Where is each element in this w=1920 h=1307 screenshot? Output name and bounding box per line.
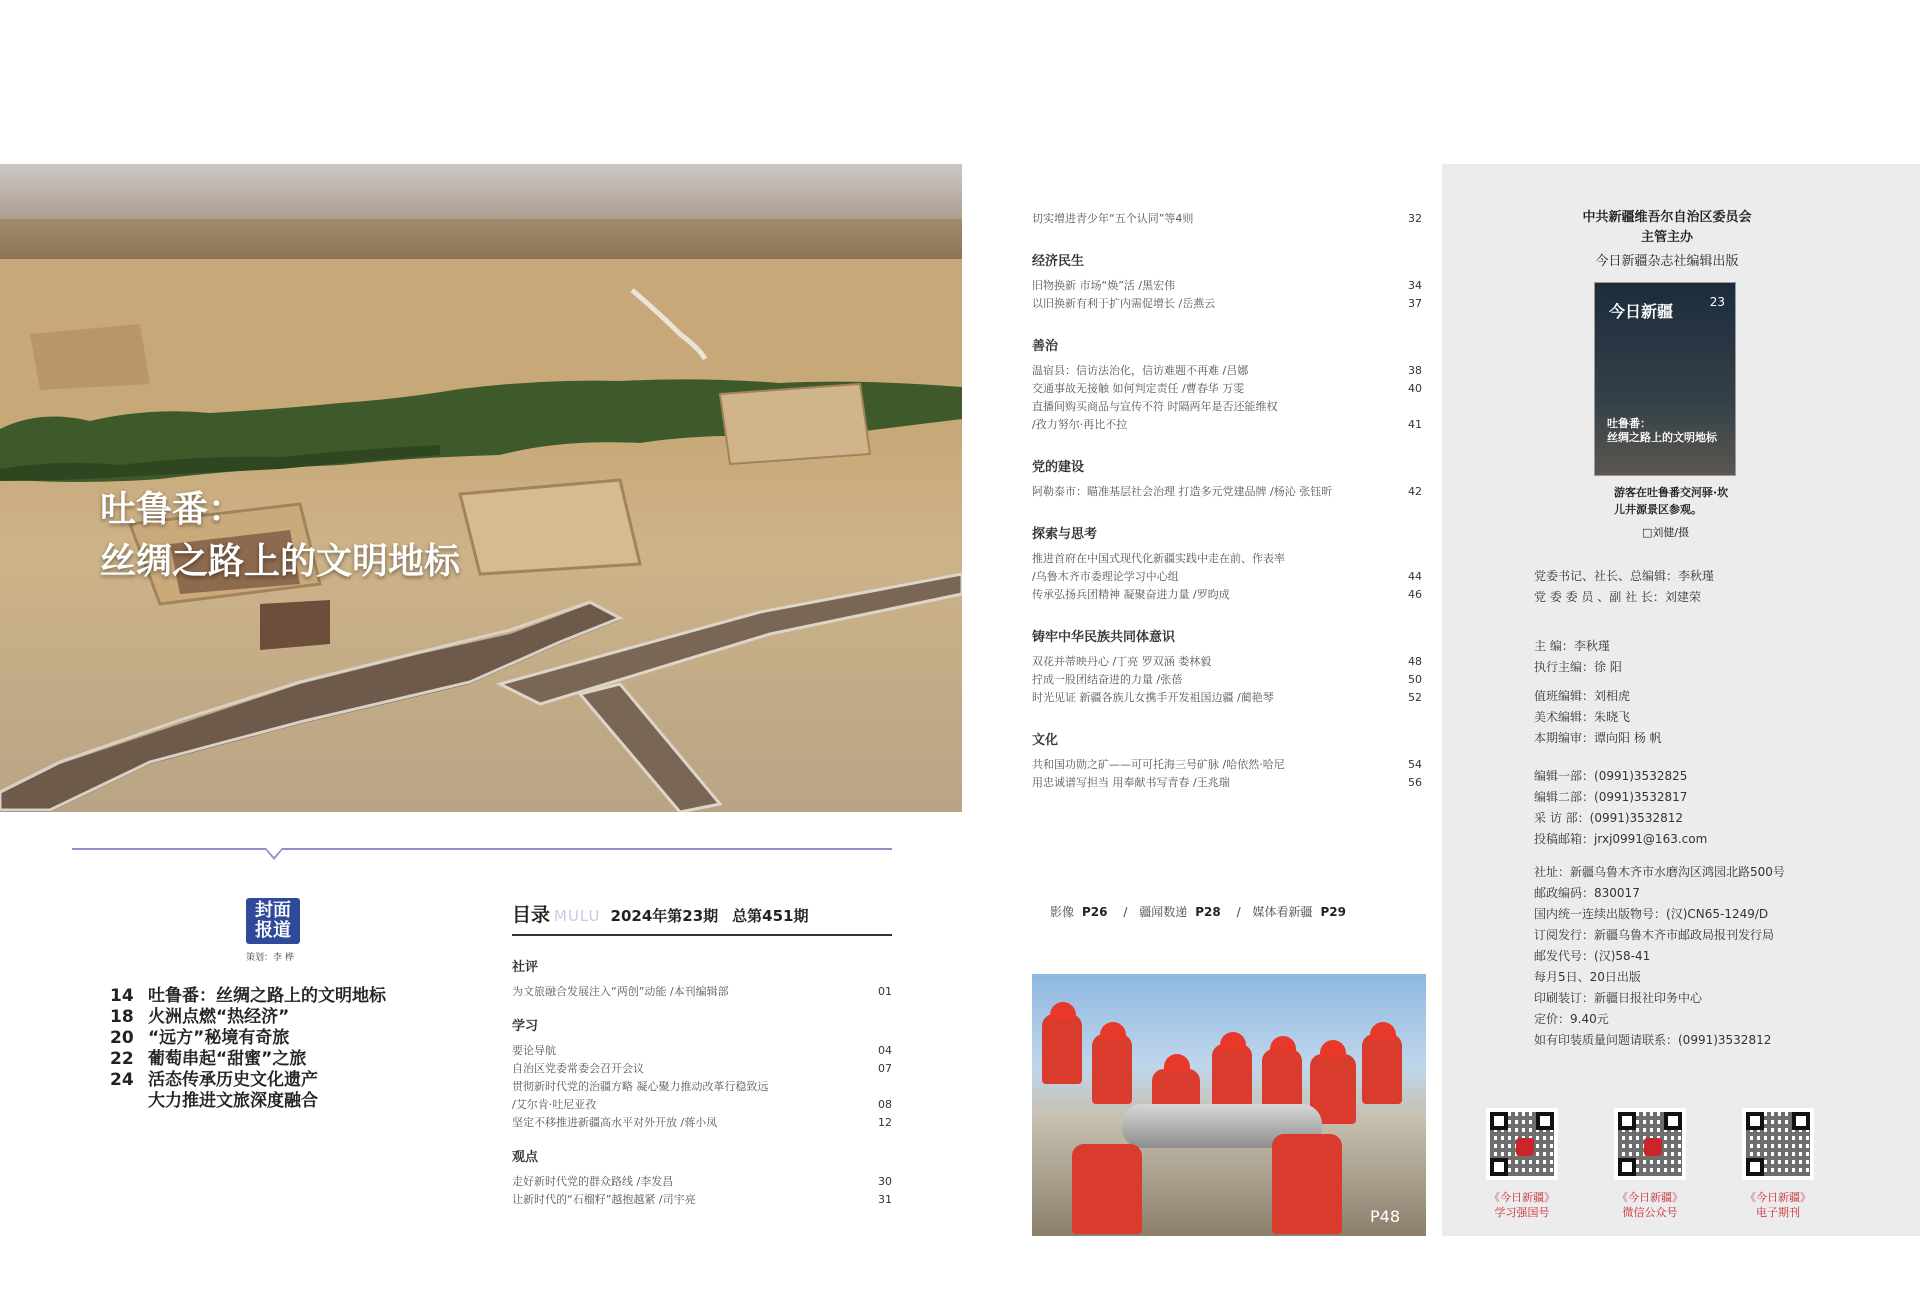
toc-entry[interactable]	[512, 983, 892, 1001]
feature-page: P28	[1195, 905, 1221, 919]
toc-entry-title: 为文旅融合发展注入“两创”动能 /本刊编辑部	[512, 985, 729, 998]
info-label: 值班编辑：	[1534, 689, 1595, 703]
toc-entry-title: 贯彻新时代党的治疆方略 凝心聚力推动改革行稳致远 /艾尔肯·吐尼亚孜	[512, 1080, 769, 1111]
toc-entry-title: 双花并蒂映丹心 /丁亮 罗双涵 娄林毅	[1032, 655, 1212, 668]
info-label: 印刷装订：	[1534, 991, 1595, 1005]
feature-links	[1050, 903, 1358, 920]
info-label: 执行主编：	[1534, 660, 1595, 674]
badge-line1: 封面	[255, 900, 291, 921]
info-line	[1534, 925, 1785, 946]
toc-entry[interactable]	[1032, 671, 1422, 689]
info-label: 投稿邮箱：	[1534, 832, 1595, 846]
toc-column-middle	[1032, 196, 1422, 792]
info-value: 朱晓飞	[1594, 710, 1631, 724]
toc-entry-page: 30	[878, 1175, 892, 1188]
toc-entry[interactable]	[512, 1060, 892, 1078]
feature-page: P26	[1082, 905, 1108, 919]
info-value: (0991)3532825	[1594, 769, 1688, 783]
toc-entry-page: 48	[1408, 655, 1422, 668]
info-line	[1534, 967, 1785, 988]
info-label: 邮发代号：	[1534, 949, 1595, 963]
info-line	[1534, 686, 1662, 707]
hero-title-line2: 丝绸之路上的文明地标	[100, 541, 461, 582]
info-value: 刘建荣	[1664, 590, 1701, 604]
info-line	[1534, 988, 1785, 1009]
toc-section-heading: 社评	[512, 960, 539, 975]
contact-list	[1534, 766, 1707, 850]
cover-story-item[interactable]	[110, 1028, 386, 1049]
toc-entry[interactable]	[1032, 380, 1422, 398]
info-line	[1534, 1009, 1785, 1030]
info-line	[1534, 636, 1622, 657]
toc-section-heading: 经济民生	[1032, 254, 1085, 269]
toc-entry[interactable]	[512, 1191, 892, 1209]
badge-line2: 报道	[255, 920, 291, 941]
staff-leadership	[1534, 566, 1714, 608]
publisher-line2: 主管主办	[1640, 230, 1693, 245]
cover-thumb-number: 23	[1709, 295, 1725, 309]
feature-name[interactable]: 媒体看新疆	[1252, 905, 1313, 919]
hero-title	[100, 484, 460, 588]
feature-separator: /	[1123, 905, 1128, 919]
info-label: 订阅发行：	[1534, 928, 1595, 942]
toc-entry[interactable]	[1032, 483, 1422, 501]
toc-entry-page: 52	[1408, 691, 1422, 704]
toc-entry[interactable]	[1032, 277, 1422, 295]
toc-entry[interactable]	[512, 1042, 892, 1060]
photo-oil-workers	[1032, 974, 1426, 1236]
info-line	[1534, 728, 1662, 749]
toc-entry-page: 04	[878, 1044, 892, 1057]
toc-entry-title: 用忠诚谱写担当 用奉献书写青春 /王兆瑞	[1032, 776, 1230, 789]
info-label: 本期编审：	[1534, 731, 1595, 745]
toc-entry-title: 拧成一股团结奋进的力量 /张蓓	[1032, 673, 1183, 686]
info-value: (汉)58-41	[1594, 949, 1651, 963]
cover-story-page: 18	[110, 1007, 134, 1027]
qr-label: 《今日新疆》 学习强国号	[1489, 1191, 1555, 1219]
toc-entry-title: 推进首府在中国式现代化新疆实践中走在前、作表率 /乌鲁木齐市委理论学习中心组	[1032, 552, 1285, 583]
toc-section-heading: 观点	[512, 1150, 539, 1165]
toc-entry-page: 08	[878, 1098, 892, 1111]
toc-entry-title: 要论导航	[512, 1044, 556, 1057]
cover-story-item[interactable]	[110, 986, 386, 1007]
info-line	[1534, 862, 1785, 883]
toc-section-heading: 党的建设	[1032, 460, 1085, 475]
info-value: 李秋瑾	[1573, 639, 1610, 653]
toc-entry[interactable]	[1032, 398, 1422, 434]
cover-story-title: 火洲点燃“热经济”	[148, 1007, 290, 1027]
cover-story-item[interactable]	[110, 1007, 386, 1028]
info-line	[1534, 829, 1707, 850]
catalog-total: 总第451期	[732, 907, 809, 925]
toc-entry-page: 01	[878, 985, 892, 998]
info-line	[1534, 883, 1785, 904]
info-label: 美术编辑：	[1534, 710, 1595, 724]
toc-entry-title: 坚定不移推进新疆高水平对外开放 /蒋小凤	[512, 1116, 718, 1129]
divider-pointer-inner	[266, 848, 282, 857]
info-value: 9.40元	[1570, 1012, 1609, 1026]
toc-entry-page: 41	[1408, 418, 1422, 431]
cover-story-page: 14	[110, 986, 134, 1006]
section-divider	[72, 848, 892, 850]
toc-entry-page: 32	[1408, 212, 1422, 225]
qr-code-icon	[1614, 1108, 1686, 1180]
toc-entry-page: 40	[1408, 382, 1422, 395]
toc-section-heading: 探索与思考	[1032, 527, 1098, 542]
info-label: 编辑一部：	[1534, 769, 1595, 783]
toc-entry[interactable]	[1032, 586, 1422, 604]
qr-xuexi[interactable]	[1472, 1108, 1572, 1220]
info-label: 国内统一连续出版物号：	[1534, 907, 1667, 921]
toc-entry-page: 46	[1408, 588, 1422, 601]
toc-section-heading: 学习	[512, 1019, 539, 1034]
toc-entry-page: 56	[1408, 776, 1422, 789]
toc-section-heading: 文化	[1032, 733, 1059, 748]
toc-entry[interactable]	[512, 1114, 892, 1132]
toc-entry[interactable]	[1032, 774, 1422, 792]
info-line	[1534, 566, 1714, 587]
toc-entry-page: 31	[878, 1193, 892, 1206]
catalog-label: 目录	[512, 904, 551, 926]
toc-entry[interactable]	[1032, 210, 1422, 228]
info-line	[1534, 1030, 1785, 1051]
cover-story-page: 20	[110, 1028, 134, 1048]
info-line	[1534, 787, 1707, 808]
photo-helmet	[1164, 1054, 1190, 1072]
toc-entry-title: 走好新时代党的群众路线 /李发昌	[512, 1175, 674, 1188]
photo-worker	[1072, 1144, 1142, 1234]
toc-entry-page: 37	[1408, 297, 1422, 310]
feature-name[interactable]: 疆闻数递	[1139, 905, 1188, 919]
cover-story-title: 吐鲁番：丝绸之路上的文明地标	[148, 986, 386, 1006]
info-line	[1534, 707, 1662, 728]
info-label: 社址：	[1534, 865, 1571, 879]
info-line	[1534, 808, 1707, 829]
hero-title-line1: 吐鲁番：	[100, 489, 245, 530]
cover-story-title: 葡萄串起“甜蜜”之旅	[148, 1049, 307, 1069]
photo-worker	[1362, 1034, 1402, 1104]
toc-entry-title: 让新时代的“石榴籽”越抱越紧 /司宇亮	[512, 1193, 696, 1206]
toc-entry-title: 直播间购买商品与宣传不符 时隔两年是否还能维权 /孜力努尔·再比不拉	[1032, 400, 1278, 431]
photo-helmet	[1220, 1032, 1246, 1050]
catalog-label-en: MULU	[554, 907, 601, 925]
info-label: 邮政编码：	[1534, 886, 1595, 900]
toc-entry[interactable]	[1032, 550, 1422, 586]
info-line	[1534, 766, 1707, 787]
catalog-issue: 2024年第23期	[610, 907, 719, 925]
info-line	[1534, 657, 1622, 678]
info-label: 主 编：	[1534, 639, 1574, 653]
info-value: 新疆乌鲁木齐市水磨沟区鸿园北路500号	[1570, 865, 1785, 879]
cover-credit: □刘健/摄	[1642, 526, 1690, 539]
info-value: 李秋瑾	[1678, 569, 1715, 583]
cover-story-badge	[246, 898, 300, 944]
info-label: 定价：	[1534, 1012, 1571, 1026]
toc-entry-page: 38	[1408, 364, 1422, 377]
info-value: 谭向阳 杨 帆	[1594, 731, 1662, 745]
cover-story-page: 22	[110, 1049, 134, 1069]
info-value: (0991)3532812	[1589, 811, 1683, 825]
staff-issue-editors	[1534, 686, 1662, 749]
toc-entry-page: 50	[1408, 673, 1422, 686]
toc-entry[interactable]	[1032, 362, 1422, 380]
feature-name[interactable]: 影像	[1050, 905, 1075, 919]
cover-thumb-subtitle: 吐鲁番： 丝绸之路上的文明地标	[1607, 417, 1717, 444]
photo-helmet	[1100, 1022, 1126, 1040]
qr-code-icon	[1486, 1108, 1558, 1180]
toc-entry-title: 温宿县：信访法治化，信访难题不再难 /吕娜	[1032, 364, 1249, 377]
cover-story-list	[110, 986, 386, 1112]
photo-page-tag: P48	[1369, 1207, 1400, 1226]
cover-caption: 游客在吐鲁番交河驿·坎 儿井源景区参观。	[1614, 486, 1729, 516]
toc-entry-page: 07	[878, 1062, 892, 1075]
info-value: (汉)CN65-1249/D	[1666, 907, 1769, 921]
photo-helmet	[1370, 1022, 1396, 1040]
info-value: 每月5日、20日出版	[1534, 970, 1641, 984]
toc-entry-title: 时光见证 新疆各族儿女携手开发祖国边疆 /蔺艳琴	[1032, 691, 1274, 704]
toc-entry-title: 切实增进青少年“五个认同”等4则	[1032, 212, 1194, 225]
magazine-cover-thumbnail[interactable]	[1594, 282, 1736, 476]
toc-entry[interactable]	[512, 1078, 892, 1114]
info-label: 采 访 部：	[1534, 811, 1590, 825]
info-line	[1534, 587, 1714, 608]
toc-entry[interactable]	[1032, 689, 1422, 707]
toc-entry[interactable]	[1032, 295, 1422, 313]
toc-entry-page: 12	[878, 1116, 892, 1129]
toc-entry-title: 交通事故无接触 如何判定责任 /曹春华 万雯	[1032, 382, 1245, 395]
toc-entry-title: 自治区党委常委会召开会议	[512, 1062, 644, 1075]
publication-info	[1534, 862, 1785, 1051]
toc-entry-page: 42	[1408, 485, 1422, 498]
cover-story-title: 活态传承历史文化遗产 大力推进文旅深度融合	[148, 1070, 318, 1111]
info-value: 如有印装质量问题请联系：(0991)3532812	[1534, 1033, 1772, 1047]
feature-page: P29	[1320, 905, 1346, 919]
photo-worker	[1042, 1014, 1082, 1084]
info-value: 新疆日报社印务中心	[1594, 991, 1703, 1005]
info-value: 刘相虎	[1594, 689, 1631, 703]
info-label: 党 委 委 员 、副 社 长：	[1534, 590, 1665, 604]
toc-entry-page: 34	[1408, 279, 1422, 292]
toc-entry-page: 54	[1408, 758, 1422, 771]
photo-helmet	[1050, 1002, 1076, 1020]
cover-story-planner: 策划：李 桦	[246, 953, 294, 963]
qr-wechat[interactable]	[1600, 1108, 1700, 1220]
toc-column-left	[512, 942, 892, 1209]
feature-separator: /	[1236, 905, 1241, 919]
toc-entry-title: 旧物换新 市场“焕”活 /黑宏伟	[1032, 279, 1176, 292]
toc-entry-title: 共和国功勋之矿——可可托海三号矿脉 /哈依然·哈尼	[1032, 758, 1285, 771]
cover-photo-jiaohe-ruins	[0, 164, 962, 812]
toc-entry-title: 阿勒泰市：瞄准基层社会治理 打造多元党建品牌 /杨沁 张钰昕	[1032, 485, 1333, 498]
info-value: 新疆乌鲁木齐市邮政局报刊发行局	[1594, 928, 1775, 942]
photo-helmet	[1270, 1036, 1296, 1054]
cover-story-item[interactable]	[110, 1070, 386, 1112]
cover-story-title: “远方”秘境有奇旅	[148, 1028, 290, 1048]
toc-entry-title: 传承弘扬兵团精神 凝聚奋进力量 /罗昀成	[1032, 588, 1230, 601]
info-label: 编辑二部：	[1534, 790, 1595, 804]
toc-section-heading: 善治	[1032, 339, 1059, 354]
qr-label: 《今日新疆》 电子期刊	[1745, 1191, 1811, 1219]
toc-entry[interactable]	[1032, 756, 1422, 774]
qr-ebook[interactable]	[1728, 1108, 1828, 1220]
info-label: 党委书记、社长、总编辑：	[1534, 569, 1679, 583]
photo-worker	[1272, 1134, 1342, 1234]
info-value: (0991)3532817	[1594, 790, 1688, 804]
catalog-header	[512, 900, 892, 936]
qr-code-icon	[1742, 1108, 1814, 1180]
info-line	[1534, 946, 1785, 967]
info-line	[1534, 904, 1785, 925]
info-value: 830017	[1594, 886, 1640, 900]
cover-story-page: 24	[110, 1070, 134, 1090]
info-value: jrxj0991@163.com	[1594, 832, 1708, 846]
photo-helmet	[1320, 1040, 1346, 1058]
toc-section-heading: 铸牢中华民族共同体意识	[1032, 630, 1176, 645]
qr-label: 《今日新疆》 微信公众号	[1617, 1191, 1683, 1219]
toc-entry[interactable]	[512, 1173, 892, 1191]
cover-story-item[interactable]	[110, 1049, 386, 1070]
cover-thumb-title: 今日新疆	[1609, 302, 1674, 321]
publisher-line1: 中共新疆维吾尔自治区委员会	[1582, 210, 1752, 225]
toc-entry[interactable]	[1032, 653, 1422, 671]
info-value: 徐 阳	[1594, 660, 1622, 674]
toc-entry-title: 以旧换新有利于扩内需促增长 /岳燕云	[1032, 297, 1216, 310]
staff-editors	[1534, 636, 1622, 678]
photo-worker	[1092, 1034, 1132, 1104]
toc-entry-page: 44	[1408, 570, 1422, 583]
publisher-line3: 今日新疆杂志社编辑出版	[1595, 254, 1739, 269]
